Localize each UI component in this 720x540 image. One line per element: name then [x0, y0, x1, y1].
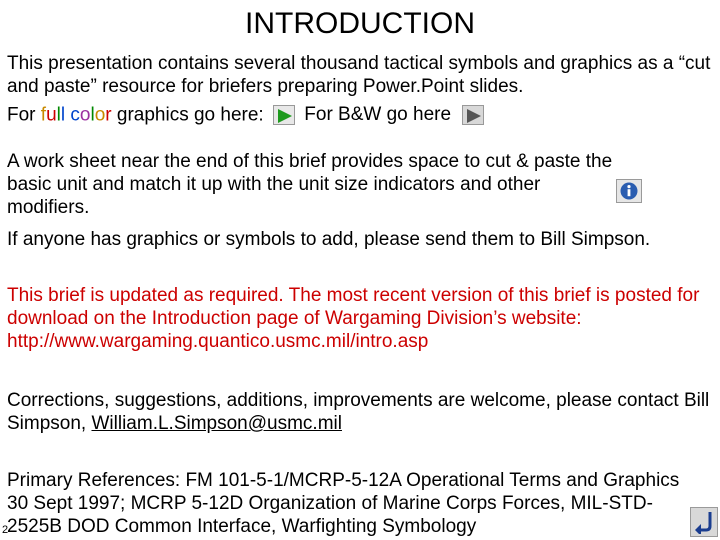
- page-number: 2: [2, 524, 9, 536]
- color-letter: f: [40, 104, 47, 126]
- corrections-text: Corrections, suggestions, additions, improvements are welcome, please contact Bill Simpson,: [7, 390, 710, 434]
- graphics-links-line: [7, 103, 484, 127]
- references-paragraph: Primary References: FM 101-5-1/MCRP-5-12A Operational Terms and Graphics 30 Sept 1997; MCRP 5-12D Organization of Marine Corps Forces, MIL-STD-2525B DOD Common Interface, Warfighting Symbology: [7, 470, 680, 537]
- color-graphics-label: graphics go here:: [111, 104, 264, 126]
- color-letter: o: [79, 104, 91, 126]
- update-notice-paragraph: This brief is updated as required. The most recent version of this brief is posted for download on the Introduction page of Wargaming Division’s website: http://www.wargaming.quantico.usmc.mil/intro.asp: [7, 285, 700, 352]
- full-color-word: [41, 104, 112, 125]
- color-letter: u: [46, 104, 57, 126]
- info-icon: [620, 182, 638, 200]
- email-link[interactable]: William.L.Simpson@usmc.mil: [91, 413, 342, 434]
- worksheet-paragraph: A work sheet near the end of this brief provides space to cut & paste the basic unit and match it up with the unit size indicators and other modifiers.: [7, 151, 613, 218]
- color-letter: r: [105, 104, 112, 126]
- color-letter: l: [90, 104, 95, 126]
- gray-play-icon: [466, 108, 482, 124]
- full-color-graphics-button[interactable]: [273, 105, 295, 125]
- links-prefix: For: [7, 104, 41, 126]
- corrections-paragraph: [7, 389, 719, 435]
- color-letter: c: [70, 104, 80, 126]
- graphics-request-paragraph: If anyone has graphics or symbols to add, please send them to Bill Simpson.: [7, 229, 651, 250]
- page-title: INTRODUCTION: [245, 7, 475, 40]
- bw-graphics-button[interactable]: [462, 105, 484, 125]
- info-button[interactable]: [616, 179, 642, 203]
- green-play-icon: [277, 108, 293, 124]
- color-letter: l: [56, 104, 61, 126]
- intro-paragraph: This presentation contains several thousand tactical symbols and graphics as a “cut and paste” resource for briefers preparing Power.Point slides.: [7, 53, 711, 97]
- return-arrow-icon: [693, 510, 715, 534]
- color-letter: o: [94, 104, 106, 126]
- color-letter: l: [60, 104, 66, 126]
- bw-graphics-label: For B&W go here: [304, 104, 452, 126]
- return-button[interactable]: [690, 507, 718, 537]
